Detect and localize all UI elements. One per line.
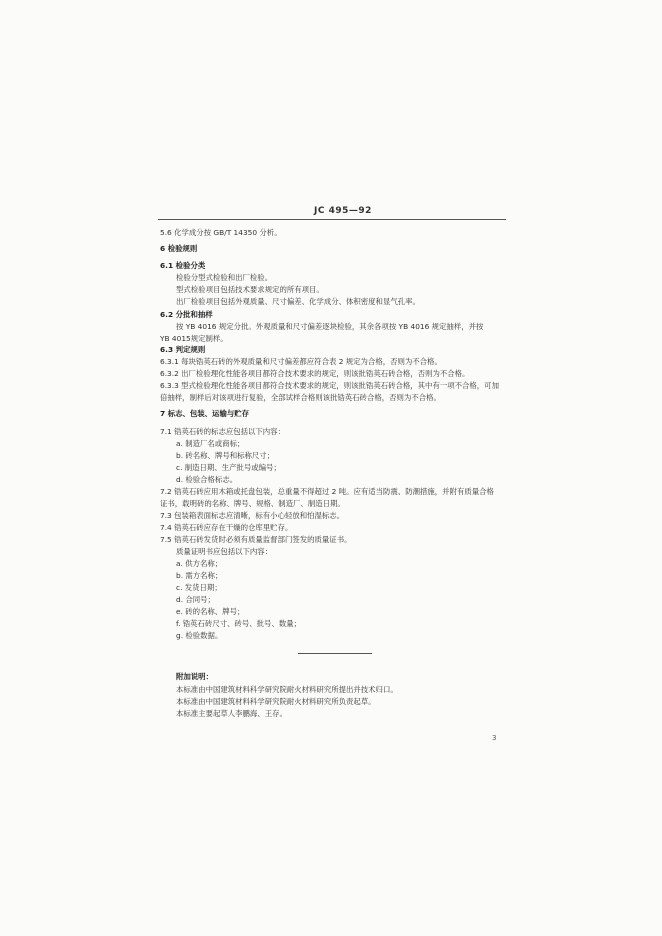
- notes-title: 附加说明：: [176, 672, 213, 681]
- header-rule: [158, 219, 506, 220]
- clause-6-1-heading: 6.1 检验分类: [160, 261, 206, 270]
- clause-7-1: 7.1 锆英石砖的标志应包括以下内容：: [160, 427, 285, 436]
- clause-6-1-text-3: 出厂检验项目包括外观质量、尺寸偏差、化学成分、体积密度和显气孔率。: [176, 297, 420, 306]
- clause-7-5-item-c: c. 发货日期；: [176, 583, 222, 592]
- clause-7-3: 7.3 包装箱表面标志应清晰，标有小心轻放和怕湿标志。: [160, 511, 345, 520]
- clause-5-6: 5.6 化学成分按 GB/T 14350 分析。: [160, 228, 282, 237]
- clause-7-5-intro: 质量证明书应包括以下内容：: [176, 547, 273, 556]
- clause-6-2-heading: 6.2 分批和抽样: [160, 310, 213, 319]
- clause-7-2-line-2: 证书，载明砖的名称、牌号、规格、制造厂、制造日期。: [160, 499, 345, 508]
- clause-6-1-text-2: 型式检验项目包括技术要求规定的所有项目。: [176, 285, 324, 294]
- clause-7-5-item-e: e. 砖的名称、牌号；: [176, 607, 245, 616]
- clause-6-3-1: 6.3.1 每块锆英石砖的外观质量和尺寸偏差都应符合表 2 规定为合格，否则为不合格。: [160, 357, 442, 366]
- end-rule: [298, 653, 372, 654]
- note-3: 本标准主要起草人李鹏海、王存。: [176, 709, 287, 718]
- clause-7-1-item-a: a. 制造厂名或商标；: [176, 439, 245, 448]
- clause-6-3-3-line-2: 倍抽样，制样后对该项进行复验，全部试样合格则该批锆英石砖合格，否则为不合格。: [160, 393, 441, 402]
- standard-code-header: JC 495—92: [314, 206, 372, 216]
- clause-6-1-text-1: 检验分型式检验和出厂检验。: [176, 273, 273, 282]
- clause-6-3-2: 6.3.2 出厂检验理化性能各项目都符合技术要求的规定，则该批锆英石砖合格，否则为不合格。: [160, 369, 470, 378]
- clause-7-5-item-a: a. 供方名称；: [176, 559, 223, 568]
- clause-7-1-item-c: c. 制造日期、生产批号或编号；: [176, 463, 281, 472]
- clause-7-4: 7.4 锆英石砖应存在干燥的仓库里贮存。: [160, 523, 293, 532]
- clause-7-5-item-g: g. 检验数据。: [176, 631, 223, 640]
- clause-7-5-item-f: f. 锆英石砖尺寸、砖号、批号、数量；: [176, 619, 302, 628]
- section-6-heading: 6 检验规则: [160, 244, 198, 253]
- clause-6-2-text-2: YB 4015规定制样。: [160, 334, 228, 343]
- note-2: 本标准由中国建筑材料科学研究院耐火材料研究所负责起草。: [176, 697, 376, 706]
- clause-7-5-item-b: b. 需方名称；: [176, 571, 223, 580]
- clause-6-3-heading: 6.3 判定规则: [160, 345, 206, 354]
- section-7-heading: 7 标志、包装、运输与贮存: [160, 409, 250, 418]
- clause-7-1-item-d: d. 检验合格标志。: [176, 475, 238, 484]
- clause-6-2-text-1: 按 YB 4016 规定分批。外观质量和尺寸偏差逐块检验，其余各项按 YB 4016 规定抽样，并按: [176, 322, 484, 331]
- clause-7-5: 7.5 锆英石砖发货时必须有质量监督部门签发的质量证书。: [160, 535, 352, 544]
- clause-6-3-3-line-1: 6.3.3 型式检验理化性能各项目都符合技术要求的规定，则该批锆英石砖合格，其中有一项不合格，可加: [160, 381, 499, 390]
- clause-7-5-item-d: d. 合同号；: [176, 595, 215, 604]
- page-number: 3: [492, 734, 497, 742]
- clause-7-2-line-1: 7.2 锆英石砖应用木箱或托盘包装，总重量不得超过 2 吨。应有适当防震、防潮措施，并附有质量合格: [160, 487, 494, 496]
- clause-7-1-item-b: b. 砖名称、牌号和标称尺寸；: [176, 451, 275, 460]
- note-1: 本标准由中国建筑材料科学研究院耐火材料研究所提出并技术归口。: [176, 685, 398, 694]
